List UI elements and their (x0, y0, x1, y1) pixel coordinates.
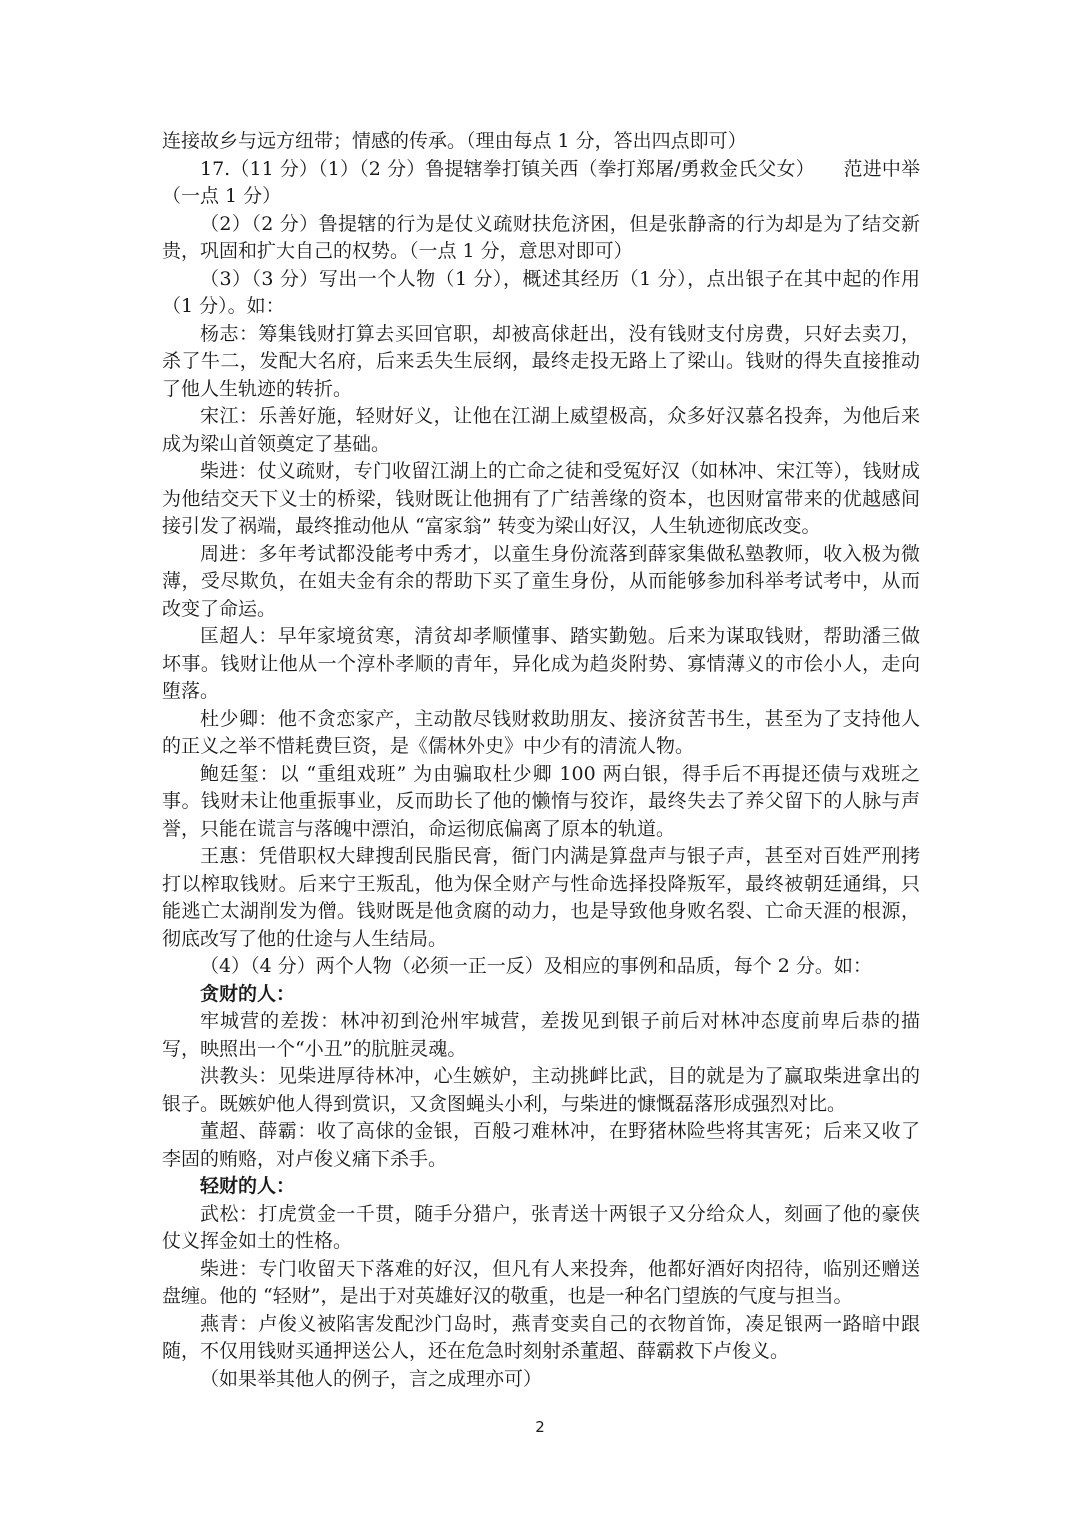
paragraph: 周进：多年考试都没能考中秀才，以童生身份流落到薛家集做私塾教师，收入极为微薄，受尽欺负，在姐夫金有余的帮助下买了童生身份，从而能够参加科举考试考中，从而改变了命运。 (162, 542, 920, 620)
paragraph: 匡超人：早年家境贫寒，清贫却孝顺懂事、踏实勤勉。后来为谋取钱财，帮助潘三做坏事。钱财让他从一个淳朴孝顺的青年，异化成为趋炎附势、寡情薄义的市侩小人，走向堕落。 (162, 625, 920, 702)
paragraph: 柴进：专门收留天下落难的好汉，但凡有人来投奔，他都好酒好肉招待，临别还赠送盘缠。他的 “轻财”，是出于对英雄好汉的敬重，也是一种名门望族的气度与担当。 (162, 1257, 920, 1307)
paragraph: 17.（11 分）（1）（2 分）鲁提辖拳打镇关西（拳打郑屠/勇救金氏父女） 范进中举（一点 1 分） (162, 157, 920, 207)
paragraph: （3）（3 分）写出一个人物（1 分），概述其经历（1 分），点出银子在其中起的作用（1 分）。如： (162, 267, 920, 317)
paragraph: 洪教头：见柴进厚待林冲，心生嫉妒，主动挑衅比武，目的就是为了赢取柴进拿出的银子。既嫉妒他人得到赏识，又贪图蝇头小利，与柴进的慷慨磊落形成强烈对比。 (162, 1065, 920, 1115)
answer-key-body (162, 128, 920, 1393)
paragraph: （2）（2 分）鲁提辖的行为是仗义疏财扶危济困，但是张静斋的行为却是为了结交新贵，巩固和扩大自己的权势。（一点 1 分，意思对即可） (162, 212, 920, 262)
paragraph: 王惠：凭借职权大肆搜刮民脂民膏，衙门内满是算盘声与银子声，甚至对百姓严刑拷打以榨取钱财。后来宁王叛乱，他为保全财产与性命选择投降叛军，最终被朝廷通缉，只能逃亡太湖削发为僧。钱财既是他贪腐的动力，也是导致他身败名裂、亡命天涯的根源，彻底改写了他的仕途与人生结局。 (162, 845, 920, 950)
section-heading: 贪财的人： (200, 982, 296, 1005)
paragraph: 董超、薛霸：收了高俅的金银，百般刁难林冲，在野猪林险些将其害死；后来又收了李固的贿赂，对卢俊义痛下杀手。 (162, 1120, 920, 1170)
paragraph: 鲍廷玺：以 “重组戏班” 为由骗取杜少卿 100 两白银，得手后不再提还债与戏班之事。钱财未让他重振事业，反而助长了他的懒惰与狡诈，最终失去了养父留下的人脉与声誉，只能在谎言与落魄中漂泊，命运彻底偏离了原本的轨道。 (162, 762, 920, 840)
paragraph: （如果举其他人的例子，言之成理亦可） (200, 1367, 543, 1390)
section-heading: 轻财的人： (200, 1175, 296, 1197)
paragraph: 杜少卿：他不贪恋家产，主动散尽钱财救助朋友、接济贫苦书生，甚至为了支持他人的正义之举不惜耗费巨资，是《儒林外史》中少有的清流人物。 (162, 707, 920, 757)
paragraph: （4）（4 分）两个人物（必须一正一反）及相应的事例和品质，每个 2 分。如： (200, 955, 872, 977)
paragraph: 燕青：卢俊义被陷害发配沙门岛时，燕青变卖自己的衣物首饰，凑足银两一路暗中跟随，不仅用钱财买通押送公人，还在危急时刻射杀董超、薛霸救下卢俊义。 (162, 1312, 920, 1362)
paragraph: 牢城营的差拨：林冲初到沧州牢城营，差拨见到银子前后对林冲态度前卑后恭的描写，映照出一个“小丑”的肮脏灵魂。 (162, 1010, 920, 1060)
paragraph: 武松：打虎赏金一千贯，随手分猎户，张青送十两银子又分给众人，刻画了他的豪侠仗义挥金如土的性格。 (162, 1202, 920, 1252)
paragraph: 宋江：乐善好施，轻财好义，让他在江湖上威望极高，众多好汉慕名投奔，为他后来成为梁山首领奠定了基础。 (162, 405, 920, 455)
paragraph: 杨志：筹集钱财打算去买回官职，却被高俅赶出，没有钱财支付房费，只好去卖刀，杀了牛二，发配大名府，后来丢失生辰纲，最终走投无路上了梁山。钱财的得失直接推动了他人生轨迹的转折。 (162, 322, 920, 400)
page-number: 2 (535, 1418, 545, 1436)
paragraph: 连接故乡与远方纽带；情感的传承。（理由每点 1 分，答出四点即可） (162, 130, 747, 152)
paragraph: 柴进：仗义疏财，专门收留江湖上的亡命之徒和受冤好汉（如林冲、宋江等），钱财成为他结交天下义士的桥梁，钱财既让他拥有了广结善缘的资本，也因财富带来的优越感间接引发了祸端，最终推动他从 “富家翁” 转变为梁山好汉，人生轨迹彻底改变。 (162, 460, 920, 537)
